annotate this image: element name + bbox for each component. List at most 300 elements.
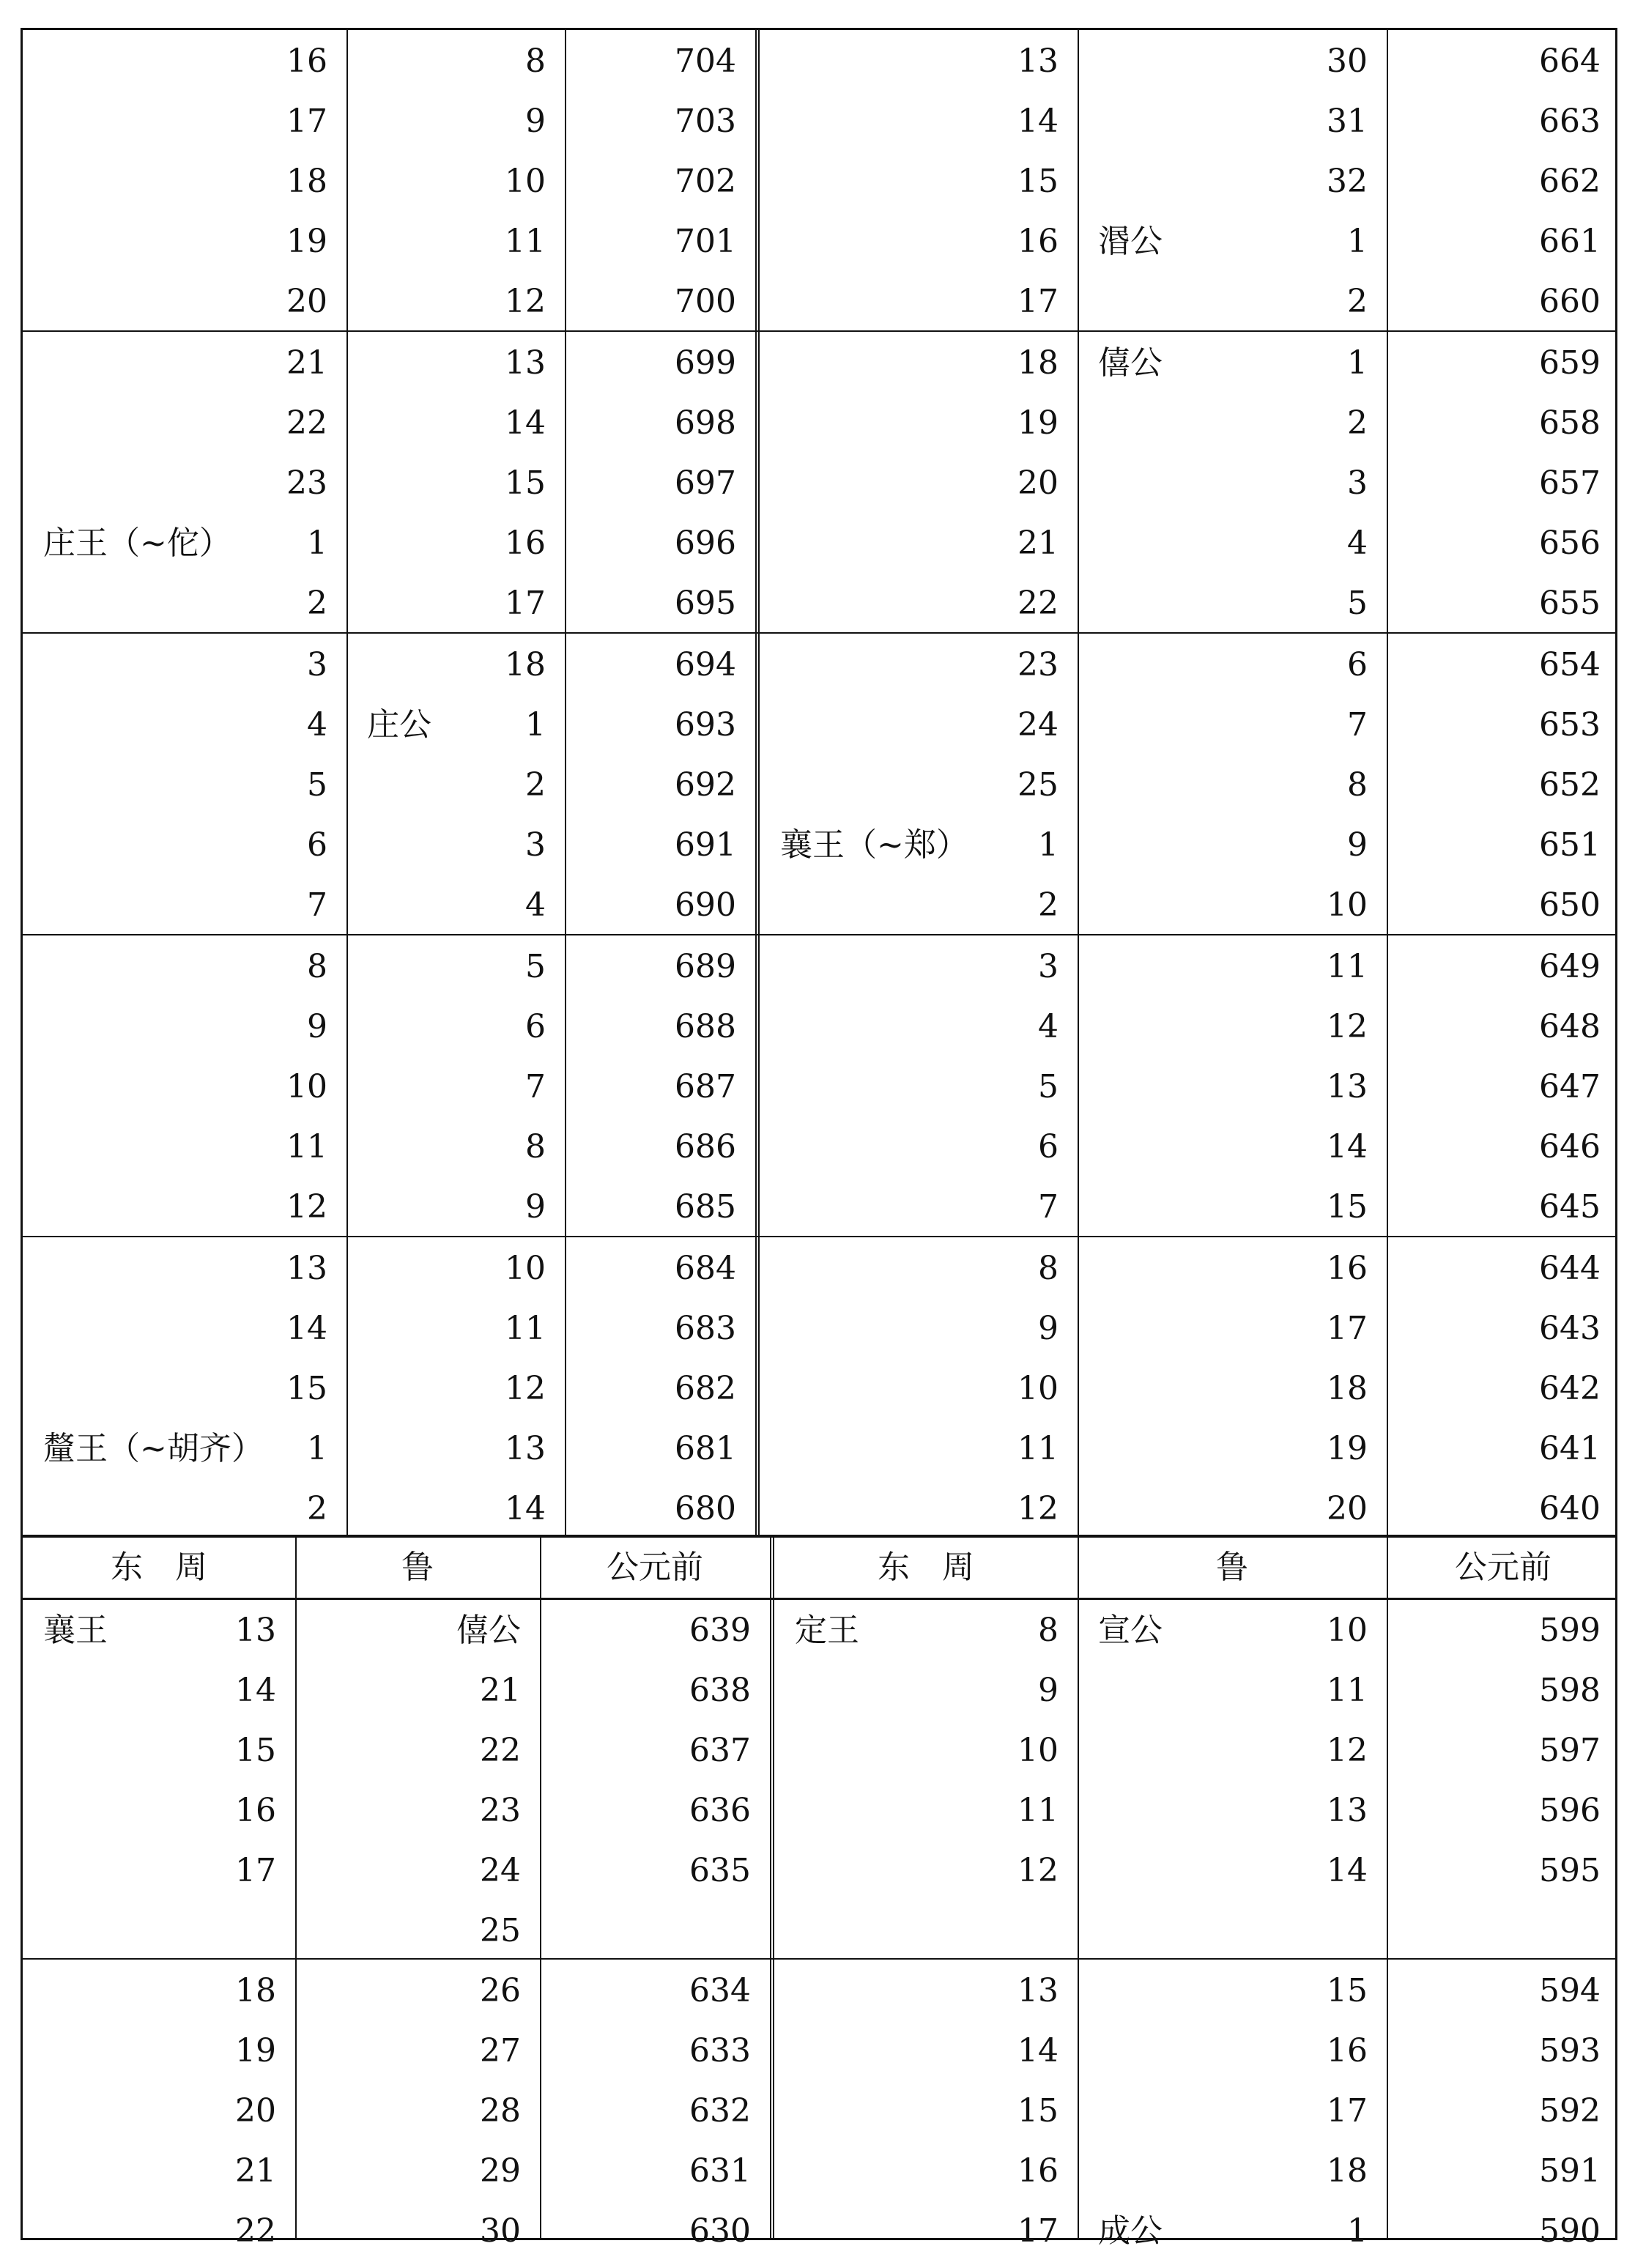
- lu-year-cell: [1078, 514, 1387, 574]
- zhou-year-cell: [23, 815, 346, 875]
- bce-year: 691: [675, 826, 736, 864]
- zhou-year: 13: [1017, 1972, 1059, 2009]
- zhou-year-cell: [774, 2141, 1078, 2201]
- zhou-year-cell: [23, 1661, 295, 1721]
- bce-year-cell: [565, 272, 755, 332]
- zhou-year-cell: [23, 1177, 346, 1237]
- zhou-year-cell: [23, 937, 346, 997]
- bce-year-cell: [1387, 514, 1620, 574]
- lu-year: 16: [1327, 1250, 1368, 1287]
- lu-year-cell: [295, 2201, 540, 2261]
- bce-year: 598: [1539, 1672, 1601, 1709]
- zhou-year-cell: [23, 1479, 346, 1539]
- zhou-year: 21: [286, 344, 327, 382]
- zhou-year-cell: [23, 212, 346, 272]
- zhou-year: 10: [1017, 1732, 1059, 1769]
- zhou-year-cell: [760, 1479, 1078, 1539]
- zhou-year-cell: [760, 1299, 1078, 1359]
- bce-year-cell: [565, 514, 755, 574]
- lu-year-cell: [1078, 1601, 1387, 1661]
- lu-year-cell: [346, 514, 565, 574]
- lu-duke-name: 成公: [1098, 2212, 1163, 2250]
- lu-year: 11: [505, 1310, 546, 1347]
- lu-year: 10: [505, 163, 546, 200]
- zhou-year: 18: [235, 1972, 276, 2009]
- zhou-year-cell: [23, 2141, 295, 2201]
- bce-year-cell: [565, 1479, 755, 1539]
- bce-year-cell: [1387, 1479, 1620, 1539]
- bce-year-cell: [565, 875, 755, 935]
- zhou-year-cell: [23, 1117, 346, 1177]
- lu-year-cell: [346, 1239, 565, 1299]
- lu-duke-name: 僖公: [1098, 344, 1163, 382]
- lu-year-cell: [295, 2081, 540, 2141]
- zhou-year: 15: [1017, 163, 1059, 200]
- bce-year: 644: [1539, 1250, 1601, 1287]
- zhou-year: 24: [1017, 706, 1059, 744]
- bce-year: 703: [675, 103, 736, 140]
- zhou-year-cell: [23, 1299, 346, 1359]
- bce-year: 682: [675, 1370, 736, 1407]
- bce-year-cell: [1387, 1601, 1620, 1661]
- lu-year: 28: [480, 2092, 521, 2130]
- lu-year: 20: [1327, 1490, 1368, 1527]
- bce-year: 592: [1539, 2092, 1601, 2130]
- lu-year-cell: [295, 1661, 540, 1721]
- zhou-year: 15: [1017, 2092, 1059, 2130]
- bce-year-cell: [565, 635, 755, 695]
- lu-year-cell: [1078, 152, 1387, 212]
- zhou-year: 17: [235, 1852, 276, 1889]
- zhou-year: 18: [1017, 344, 1059, 382]
- zhou-year-cell: [760, 393, 1078, 453]
- zhou-year-cell: [760, 1359, 1078, 1419]
- header-eastern-zhou: 东 周: [111, 1549, 207, 1586]
- bce-year-cell: [565, 333, 755, 393]
- zhou-year-cell: [760, 212, 1078, 272]
- bce-year-cell: [1387, 937, 1620, 997]
- zhou-year: 20: [1017, 464, 1059, 502]
- lu-year: 1: [1347, 223, 1368, 260]
- zhou-year-cell: [23, 2021, 295, 2081]
- zhou-year: 5: [307, 766, 327, 804]
- zhou-year-cell: [23, 453, 346, 514]
- bce-year: 595: [1539, 1852, 1601, 1889]
- bce-year-cell: [1387, 875, 1620, 935]
- lu-year-cell: [1078, 875, 1387, 935]
- bce-year-cell: [1387, 997, 1620, 1057]
- lu-year-cell: [1078, 755, 1387, 815]
- zhou-year: 17: [1017, 283, 1059, 320]
- zhou-year: 13: [235, 1612, 276, 1649]
- lu-year: 5: [525, 948, 546, 985]
- lu-year-cell: [1078, 1057, 1387, 1117]
- zhou-year: 1: [307, 525, 327, 562]
- bce-year: 639: [689, 1612, 751, 1649]
- lu-year: 22: [480, 1732, 521, 1769]
- zhou-year: 1: [307, 1430, 327, 1467]
- bce-year: 653: [1539, 706, 1601, 744]
- lu-year: 18: [1327, 1370, 1368, 1407]
- zhou-year: 14: [235, 1672, 276, 1709]
- lu-year-cell: [346, 1299, 565, 1359]
- lu-year-cell: [295, 1961, 540, 2021]
- lu-year-cell: [346, 453, 565, 514]
- lu-year: 4: [525, 886, 546, 924]
- zhou-year-cell: [23, 695, 346, 755]
- bce-year: 702: [675, 163, 736, 200]
- bce-year-cell: [1387, 92, 1620, 152]
- lu-year: 11: [505, 223, 546, 260]
- zhou-year-cell: [760, 695, 1078, 755]
- bce-year-cell: [540, 2081, 770, 2141]
- zhou-year-cell: [23, 635, 346, 695]
- lu-year: 1: [1347, 2212, 1368, 2250]
- lu-year: 17: [1327, 2092, 1368, 2130]
- zhou-year: 20: [286, 283, 327, 320]
- bce-year-cell: [565, 1239, 755, 1299]
- lu-year: 13: [1327, 1068, 1368, 1105]
- bce-year-cell: [565, 937, 755, 997]
- bce-year-cell: [565, 32, 755, 92]
- zhou-year-cell: [760, 997, 1078, 1057]
- lu-year: 15: [1327, 1188, 1368, 1226]
- zhou-year: 16: [1017, 223, 1059, 260]
- bce-year: 688: [675, 1008, 736, 1045]
- lu-year: 8: [1347, 766, 1368, 804]
- lu-year-cell: [1078, 212, 1387, 272]
- zhou-year: 21: [1017, 525, 1059, 562]
- zhou-year-cell: [774, 1721, 1078, 1781]
- zhou-year-cell: [760, 92, 1078, 152]
- bce-year-cell: [1387, 1177, 1620, 1237]
- bce-year: 591: [1539, 2152, 1601, 2190]
- lu-year: 15: [1327, 1972, 1368, 2009]
- bce-year: 642: [1539, 1370, 1601, 1407]
- bce-year-cell: [540, 2021, 770, 2081]
- lu-year-cell: [1078, 2141, 1387, 2201]
- bce-year: 685: [675, 1188, 736, 1226]
- bce-year: 684: [675, 1250, 736, 1287]
- bce-year-cell: [565, 574, 755, 634]
- zhou-year-cell: [760, 453, 1078, 514]
- bce-year-cell: [540, 1841, 770, 1901]
- zhou-year: 23: [286, 464, 327, 502]
- zhou-year-cell: [774, 1661, 1078, 1721]
- lu-year: 9: [525, 1188, 546, 1226]
- lu-year-cell: [295, 1601, 540, 1661]
- bce-year: 632: [689, 2092, 751, 2130]
- bce-year: 590: [1539, 2212, 1601, 2250]
- lu-year: 18: [505, 646, 546, 683]
- lu-year-cell: [1078, 574, 1387, 634]
- bce-year-cell: [1387, 1057, 1620, 1117]
- zhou-year: 14: [1017, 2032, 1059, 2069]
- lu-year-cell: [295, 1901, 540, 1961]
- zhou-king-name: 定王: [795, 1612, 859, 1649]
- bce-year: 704: [675, 42, 736, 80]
- zhou-year: 10: [1017, 1370, 1059, 1407]
- zhou-year: 19: [235, 2032, 276, 2069]
- lu-year-cell: [346, 92, 565, 152]
- lu-year: 23: [480, 1792, 521, 1829]
- zhou-year-cell: [760, 815, 1078, 875]
- zhou-year: 22: [235, 2212, 276, 2250]
- lu-year-cell: [1078, 2021, 1387, 2081]
- bce-year-cell: [1387, 212, 1620, 272]
- lu-year-cell: [295, 1841, 540, 1901]
- bce-year-cell: [540, 1661, 770, 1721]
- bce-year: 659: [1539, 344, 1601, 382]
- zhou-year-cell: [760, 937, 1078, 997]
- lu-year-cell: [1078, 1841, 1387, 1901]
- bce-year: 657: [1539, 464, 1601, 502]
- zhou-year-cell: [23, 514, 346, 574]
- lu-year: 30: [1327, 42, 1368, 80]
- bce-year-cell: [540, 1601, 770, 1661]
- bce-year-cell: [1387, 2021, 1620, 2081]
- zhou-year: 20: [235, 2092, 276, 2130]
- zhou-year: 21: [235, 2152, 276, 2190]
- zhou-year: 12: [1017, 1490, 1059, 1527]
- zhou-year-cell: [23, 2081, 295, 2141]
- zhou-year-cell: [760, 875, 1078, 935]
- zhou-year: 8: [1038, 1612, 1059, 1649]
- zhou-year-cell: [774, 1901, 1078, 1961]
- lu-year: 13: [505, 1430, 546, 1467]
- bce-year: 649: [1539, 948, 1601, 985]
- zhou-year-cell: [23, 1239, 346, 1299]
- lu-year: 24: [480, 1852, 521, 1889]
- lu-duke-name: 庄公: [367, 706, 431, 744]
- bce-year-cell: [565, 755, 755, 815]
- bce-year-cell: [1387, 453, 1620, 514]
- bce-year-cell: [1387, 2081, 1620, 2141]
- bce-year-cell: [540, 1781, 770, 1841]
- bce-year-cell: [1387, 1661, 1620, 1721]
- lu-year: 16: [1327, 2032, 1368, 2069]
- bce-year-cell: [1387, 333, 1620, 393]
- bce-year-cell: [1387, 574, 1620, 634]
- lu-year-cell: [346, 635, 565, 695]
- lu-year-cell: [346, 574, 565, 634]
- bce-year-cell: [1387, 32, 1620, 92]
- zhou-year: 9: [1038, 1672, 1059, 1709]
- lu-year: 2: [525, 766, 546, 804]
- bce-year-cell: [565, 453, 755, 514]
- lu-year: 9: [1347, 826, 1368, 864]
- lu-year: 19: [1327, 1430, 1368, 1467]
- zhou-year: 16: [235, 1792, 276, 1829]
- lu-year: 7: [525, 1068, 546, 1105]
- bce-year-cell: [1387, 1781, 1620, 1841]
- lu-year: 2: [1347, 283, 1368, 320]
- lu-year-cell: [1078, 1359, 1387, 1419]
- lu-year-cell: [295, 1721, 540, 1781]
- bce-year: 656: [1539, 525, 1601, 562]
- zhou-year: 16: [1017, 2152, 1059, 2190]
- bce-year: 648: [1539, 1008, 1601, 1045]
- chronology-table-bottom: [21, 1535, 1617, 2250]
- header-eastern-zhou: 东 周: [878, 1549, 974, 1586]
- lu-year: 11: [1327, 948, 1368, 985]
- zhou-year: 25: [1017, 766, 1059, 804]
- bce-year: 634: [689, 1972, 751, 2009]
- bce-year: 597: [1539, 1732, 1601, 1769]
- lu-year-cell: [346, 1479, 565, 1539]
- zhou-year: 4: [307, 706, 327, 744]
- bce-year-cell: [540, 1721, 770, 1781]
- bce-year-cell: [565, 997, 755, 1057]
- zhou-year: 3: [307, 646, 327, 683]
- zhou-year-cell: [23, 875, 346, 935]
- lu-year-cell: [1078, 2201, 1387, 2261]
- zhou-year: 13: [1017, 42, 1059, 80]
- bce-year-cell: [1387, 2141, 1620, 2201]
- lu-year-cell: [1078, 635, 1387, 695]
- bce-year-cell: [540, 2201, 770, 2261]
- lu-year: 21: [480, 1672, 521, 1709]
- lu-year: 9: [525, 103, 546, 140]
- lu-year-cell: [346, 937, 565, 997]
- bce-year: 697: [675, 464, 736, 502]
- zhou-year-cell: [774, 1961, 1078, 2021]
- zhou-year: 12: [1017, 1852, 1059, 1889]
- zhou-year-cell: [23, 1961, 295, 2021]
- lu-year-cell: [346, 393, 565, 453]
- zhou-year: 11: [1017, 1792, 1059, 1829]
- zhou-year: 9: [1038, 1310, 1059, 1347]
- bce-year: 658: [1539, 404, 1601, 442]
- zhou-year-cell: [760, 1239, 1078, 1299]
- bce-year: 638: [689, 1672, 751, 1709]
- lu-year-cell: [346, 212, 565, 272]
- zhou-year-cell: [23, 272, 346, 332]
- lu-year: 12: [505, 1370, 546, 1407]
- zhou-year-cell: [760, 1117, 1078, 1177]
- lu-year: 18: [1327, 2152, 1368, 2190]
- bce-year: 636: [689, 1792, 751, 1829]
- zhou-year-cell: [760, 1177, 1078, 1237]
- header-bce: 公元前: [1455, 1549, 1551, 1586]
- zhou-year: 19: [1017, 404, 1059, 442]
- zhou-year: 3: [1038, 948, 1059, 985]
- lu-year: 10: [1327, 1612, 1368, 1649]
- bce-year-cell: [1387, 815, 1620, 875]
- lu-year: 11: [1327, 1672, 1368, 1709]
- bce-year: 652: [1539, 766, 1601, 804]
- zhou-year-cell: [760, 272, 1078, 332]
- lu-year: 6: [1347, 646, 1368, 683]
- lu-year-cell: [346, 1057, 565, 1117]
- lu-year: 6: [525, 1008, 546, 1045]
- zhou-year-cell: [774, 2021, 1078, 2081]
- lu-year-cell: [346, 1359, 565, 1419]
- zhou-year-cell: [760, 333, 1078, 393]
- zhou-year-cell: [23, 1057, 346, 1117]
- bce-year: 660: [1539, 283, 1601, 320]
- lu-year-cell: [1078, 1419, 1387, 1479]
- zhou-year: 22: [286, 404, 327, 442]
- bce-year-cell: [1387, 1419, 1620, 1479]
- zhou-king-name: 釐王（~胡齐）: [43, 1430, 264, 1467]
- zhou-year: 10: [286, 1068, 327, 1105]
- bce-year-cell: [1387, 1901, 1620, 1961]
- bce-year-cell: [1387, 635, 1620, 695]
- zhou-king-name: 庄王（~佗）: [43, 525, 231, 562]
- bce-year: 690: [675, 886, 736, 924]
- zhou-year: 7: [1038, 1188, 1059, 1226]
- bce-year-cell: [1387, 1117, 1620, 1177]
- lu-year-cell: [1078, 815, 1387, 875]
- lu-year-cell: [1078, 1721, 1387, 1781]
- bce-year: 663: [1539, 103, 1601, 140]
- bce-year: 647: [1539, 1068, 1601, 1105]
- lu-year-cell: [295, 2021, 540, 2081]
- zhou-year: 5: [1038, 1068, 1059, 1105]
- zhou-year: 19: [286, 223, 327, 260]
- lu-year-cell: [346, 1419, 565, 1479]
- zhou-year-cell: [23, 333, 346, 393]
- bce-year-cell: [1387, 152, 1620, 212]
- zhou-year: 17: [1017, 2212, 1059, 2250]
- lu-year: 5: [1347, 585, 1368, 622]
- lu-year-cell: [1078, 1299, 1387, 1359]
- zhou-year: 23: [1017, 646, 1059, 683]
- lu-year: 31: [1327, 103, 1368, 140]
- lu-year-cell: [1078, 1239, 1387, 1299]
- zhou-year-cell: [760, 152, 1078, 212]
- lu-year-cell: [295, 1781, 540, 1841]
- lu-year-cell: [346, 1117, 565, 1177]
- zhou-year-cell: [23, 1841, 295, 1901]
- zhou-year: 11: [1017, 1430, 1059, 1467]
- header-lu: 鲁: [401, 1549, 434, 1586]
- zhou-year: 13: [286, 1250, 327, 1287]
- bce-year: 637: [689, 1732, 751, 1769]
- lu-year: 14: [505, 1490, 546, 1527]
- zhou-year-cell: [23, 92, 346, 152]
- lu-year: 12: [1327, 1008, 1368, 1045]
- zhou-year-cell: [23, 1781, 295, 1841]
- lu-year-cell: [1078, 92, 1387, 152]
- bce-year-cell: [565, 1299, 755, 1359]
- chronology-table-top: [21, 28, 1617, 1537]
- lu-year: 1: [1347, 344, 1368, 382]
- bce-year-cell: [1387, 1299, 1620, 1359]
- bce-year: 662: [1539, 163, 1601, 200]
- bce-year-cell: [565, 695, 755, 755]
- bce-year: 696: [675, 525, 736, 562]
- bce-year-cell: [1387, 393, 1620, 453]
- zhou-year-cell: [23, 1419, 346, 1479]
- bce-year-cell: [1387, 2201, 1620, 2261]
- zhou-year: 9: [307, 1008, 327, 1045]
- bce-year-cell: [1387, 1961, 1620, 2021]
- bce-year-cell: [1387, 695, 1620, 755]
- lu-year-cell: [1078, 1781, 1387, 1841]
- lu-duke-name: 湣公: [1098, 223, 1163, 260]
- lu-year-cell: [1078, 453, 1387, 514]
- lu-year-cell: [1078, 695, 1387, 755]
- lu-year: 8: [525, 1128, 546, 1166]
- zhou-year-cell: [760, 574, 1078, 634]
- zhou-year-cell: [23, 574, 346, 634]
- lu-year: 3: [1347, 464, 1368, 502]
- lu-year-cell: [346, 755, 565, 815]
- bce-year: 594: [1539, 1972, 1601, 2009]
- lu-year: 10: [505, 1250, 546, 1287]
